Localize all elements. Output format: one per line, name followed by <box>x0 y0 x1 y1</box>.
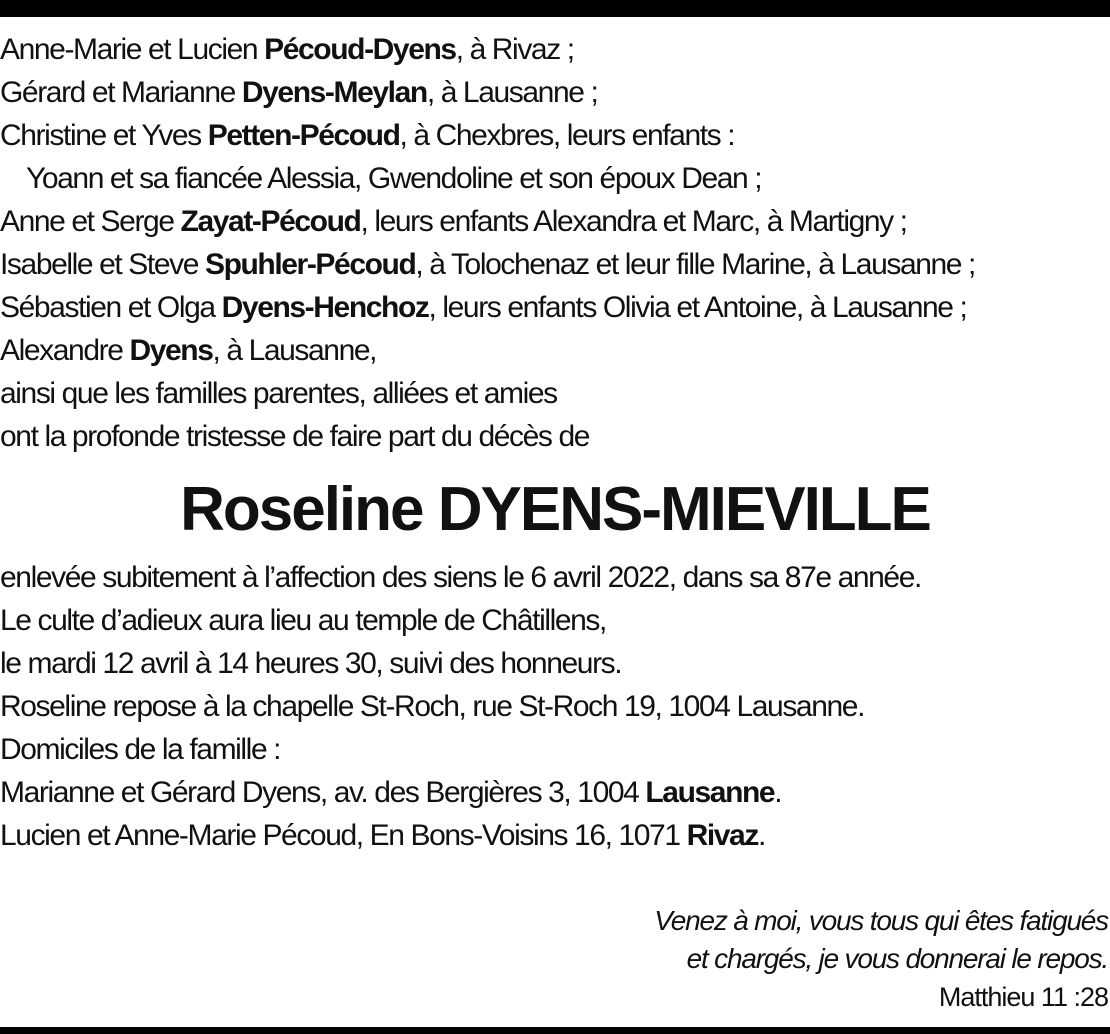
family-surname: Petten-Pécoud <box>207 119 400 152</box>
bottom-border-rule <box>0 1027 1110 1034</box>
family-surname: Spuhler-Pécoud <box>204 248 416 281</box>
quote-line: et chargés, je vous donnerai le repos. <box>686 943 1108 974</box>
address-city: Lausanne <box>645 776 775 809</box>
family-line: Gérard et Marianne Dyens-Meylan, à Lausanne ; <box>0 76 598 109</box>
family-line: Alexandre Dyens, à Lausanne, <box>0 334 377 367</box>
family-list <box>0 28 1110 458</box>
family-surname: Dyens-Meylan <box>241 76 427 109</box>
family-surname: Zayat-Pécoud <box>180 205 361 238</box>
relatives-line: ainsi que les familles parentes, alliées et amies <box>0 377 557 410</box>
bible-quote <box>654 902 1108 1016</box>
detail-line: enlevée subitement à l’affection des siens le 6 avril 2022, dans sa 87e année. <box>0 561 921 594</box>
family-surname: Pécoud-Dyens <box>264 33 456 66</box>
details-list <box>0 556 1110 857</box>
detail-line: le mardi 12 avril à 14 heures 30, suivi des honneurs. <box>0 647 622 680</box>
family-line: Isabelle et Steve Spuhler-Pécoud, à Tolochenaz et leur fille Marine, à Lausanne ; <box>0 248 975 281</box>
family-line-children: Yoann et sa fiancée Alessia, Gwendoline et son époux Dean ; <box>26 162 762 195</box>
family-surname: Dyens <box>129 334 213 367</box>
quote-reference: Matthieu 11 :28 <box>938 982 1108 1012</box>
top-border-rule <box>0 0 1110 17</box>
family-line: Sébastien et Olga Dyens-Henchoz, leurs enfants Olivia et Antoine, à Lausanne ; <box>0 291 967 324</box>
announcement-line: ont la profonde tristesse de faire part du décès de <box>0 420 590 453</box>
detail-line: Roseline repose à la chapelle St-Roch, rue St-Roch 19, 1004 Lausanne. <box>0 690 865 723</box>
detail-line: Le culte d’adieux aura lieu au temple de Châtillens, <box>0 604 606 637</box>
deceased-name: Roseline DYENS-MIEVILLE <box>180 475 930 544</box>
address-line: Marianne et Gérard Dyens, av. des Bergières 3, 1004 Lausanne. <box>0 776 782 809</box>
family-line: Anne-Marie et Lucien Pécoud-Dyens, à Rivaz ; <box>0 33 574 66</box>
address-line: Lucien et Anne-Marie Pécoud, En Bons-Voisins 16, 1071 Rivaz. <box>0 819 765 852</box>
family-surname: Dyens-Henchoz <box>221 291 429 324</box>
detail-line: Domiciles de la famille : <box>0 733 281 766</box>
address-city: Rivaz <box>686 819 758 852</box>
family-line: Anne et Serge Zayat-Pécoud, leurs enfants Alexandra et Marc, à Martigny ; <box>0 205 907 238</box>
quote-line: Venez à moi, vous tous qui êtes fatigués <box>654 905 1108 936</box>
family-line: Christine et Yves Petten-Pécoud, à Chexbres, leurs enfants : <box>0 119 735 152</box>
